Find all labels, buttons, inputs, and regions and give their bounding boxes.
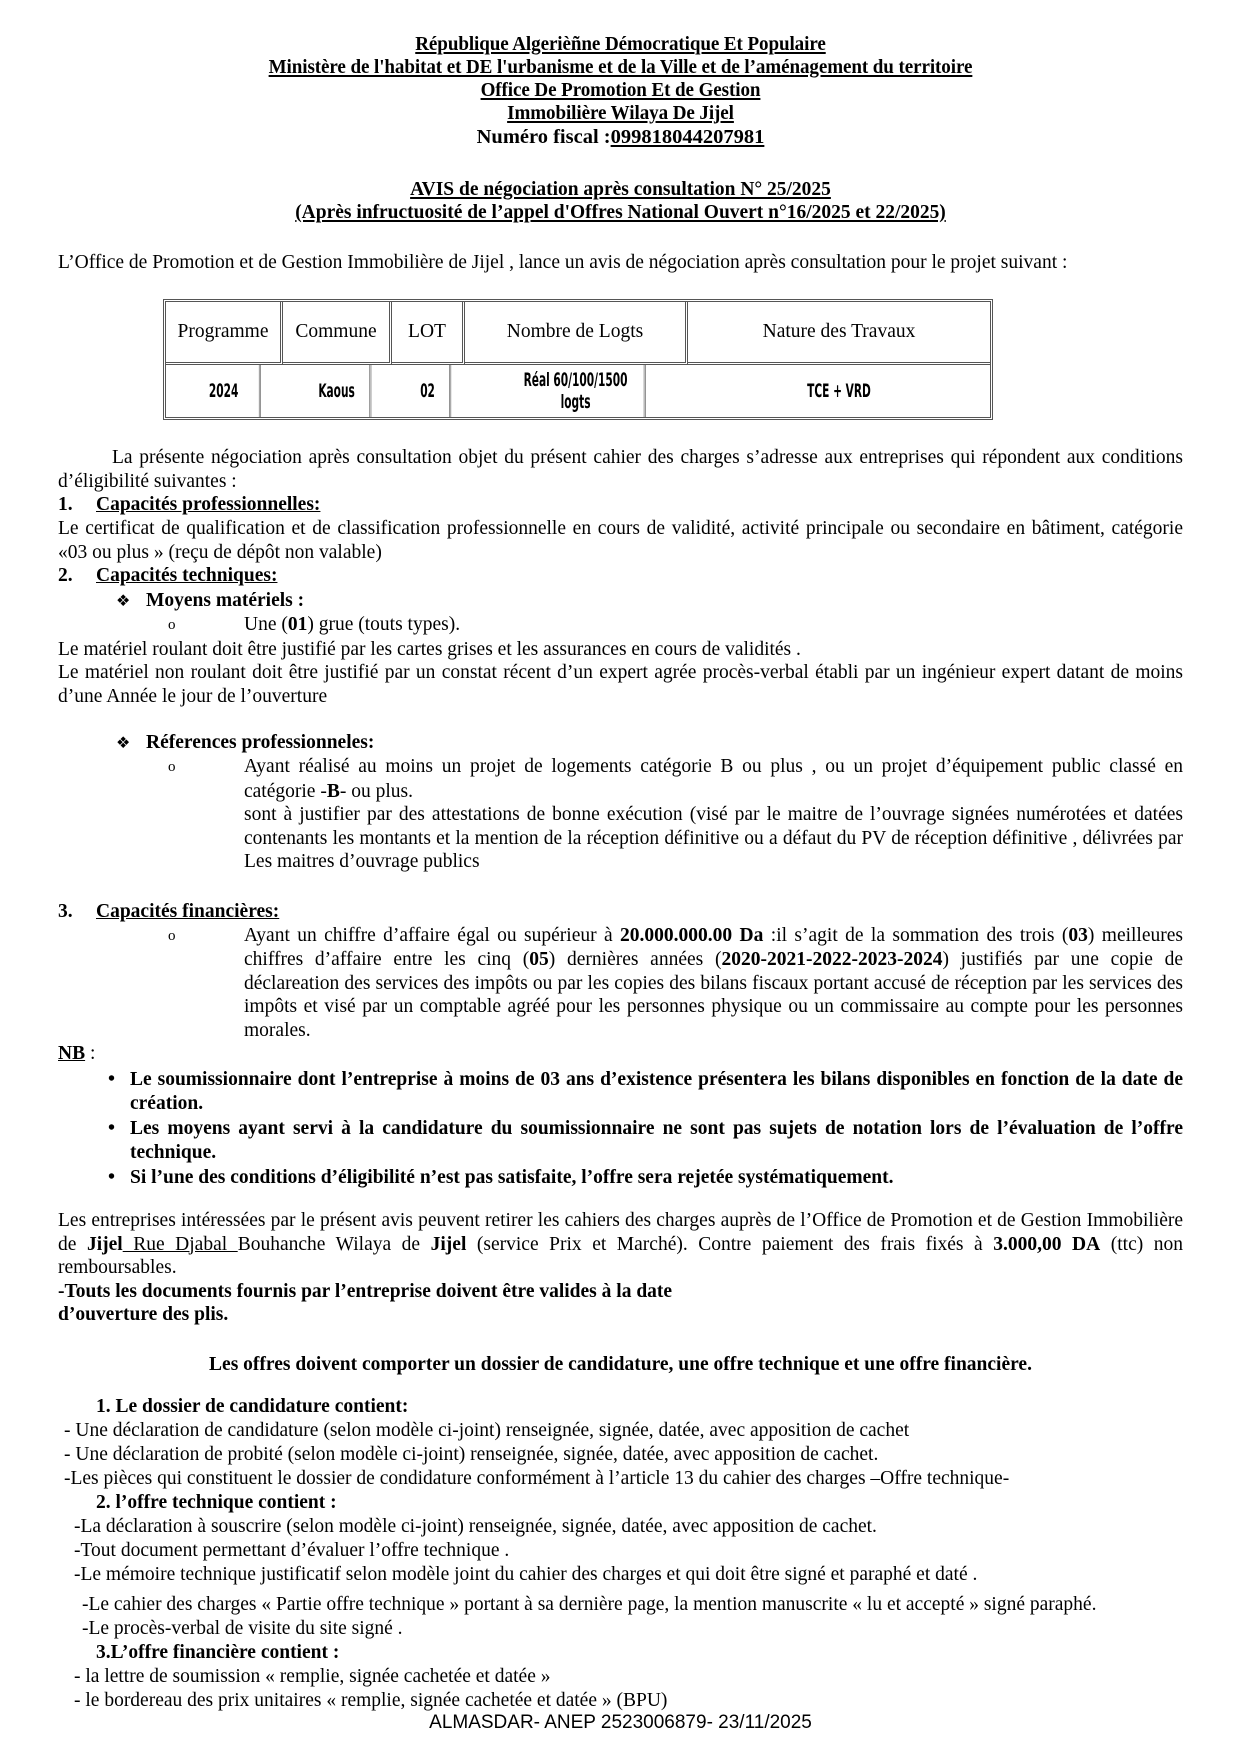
fiscal-number-line: Numéro fiscal :099818044207981 [476, 126, 765, 148]
col-header-nature-travaux: Nature des Travaux [688, 302, 990, 365]
preamble-paragraph: La présente négociation après consultation objet du présent cahier des charges s’adresse aux entreprises qui répondent aux conditions d’éligibilité suivantes : [58, 447, 1183, 492]
document-footer: ALMASDAR- ANEP 2523006879- 23/11/2025 [429, 1712, 812, 1733]
offres-s3-item: - le bordereau des prix unitaires « remplie, signée cachetée et datée » (BPU) [74, 1689, 668, 1711]
section-1-heading: 1. Capacités professionnelles: [58, 494, 321, 515]
section-3-heading: 3. Capacités financières: [58, 900, 280, 922]
section-2-sub2-tail: sont à justifier par des attestations de bonne exécution (visé par le maitre de l’ouvrage signées numérotées et datées contenants les montants et la mention de la réception définitive ou a défaut du PV de réception définitive , délivrées par Les maitres d’ouvrage publics [244, 804, 1183, 872]
retrait-validity-line1: -Touts les documents fournis par l’entreprise doivent être valides à la date [58, 1280, 673, 1302]
section-3-item: o Ayant un chiffre d’affaire égal ou supérieur à 20.000.000.00 Da :il s’agit de la sommation des trois (03) meilleures chiffres d’affaire entre les cinq (05) dernières années (2020-2021-2022-2023-2024) justifiés par une copie de déclareation des services des impôts ou par les copies des bilans fiscaux portant accusé de réception par les services des impôts et visé par un comptable agréé pour les personnes physique ou un commissaire au compte pour les personnes morales. [168, 924, 1184, 1041]
section-2-paragraph-2: Le matériel non roulant doit être justifié par un constat récent d’un expert agrée procès-verbal établi par un ingénieur expert datant de moins d’une Année le jour de l’ouverture [58, 662, 1183, 707]
offres-s2-item: -Tout document permettant d’évaluer l’offre technique . [74, 1539, 510, 1561]
diamond-bullet-icon: ❖ [116, 591, 131, 610]
nb-list-item: • Le soumissionnaire dont l’entreprise à moins de 03 ans d’existence présentera les bilans disponibles en fonction de la date de création. [130, 1068, 1183, 1116]
document-body [58, 420, 1183, 1713]
cell-nature-travaux: TCE + VRD [807, 380, 871, 402]
cell-commune: Kaous [304, 365, 372, 417]
offres-s3-item: - la lettre de soumission « remplie, signée cachetée et datée » [74, 1665, 551, 1687]
offres-s1-item: - Une déclaration de candidature (selon modèle ci-joint) renseignée, signée, datée, avec apposition de cachet [64, 1419, 910, 1441]
offres-s1-item: -Les pièces qui constituent le dossier de condidature conformément à l’article 13 du cahier des charges –Offre technique- [64, 1467, 1010, 1489]
header-line-ministry: Ministère de l'habitat et DE l'urbanisme et de la Ville et de l’aménagement du territoire [268, 56, 973, 78]
section-2-heading: 2. Capacités techniques: [58, 565, 278, 586]
section-2-sub2-item: o Ayant réalisé au moins un projet de logements catégorie B ou plus , ou un projet d’équipement public classé en catégorie -B- ou plus. [168, 756, 1183, 802]
table-row [166, 365, 990, 417]
notice-title-block [58, 178, 1183, 224]
document-header [58, 34, 1183, 148]
cell-lot: 02 [406, 365, 451, 417]
project-table [163, 299, 993, 420]
header-line-office: Office De Promotion Et de Gestion [480, 79, 761, 101]
offres-section-1-title: 1. Le dossier de candidature contient: [96, 1395, 409, 1417]
diamond-bullet-icon: ❖ [116, 733, 131, 752]
col-header-lot: LOT [392, 302, 465, 365]
section-2-sub2-heading: ❖ Réferences professionneles: [116, 732, 375, 753]
notice-title-line2: (Après infructuosité de l’appel d'Offres National Ouvert n°16/2025 et 22/2025) [295, 201, 946, 223]
offres-section-3-title: 3.L’offre financière contient : [96, 1641, 340, 1663]
offres-title: Les offres doivent comporter un dossier de candidature, une offre technique et une offre financière. [209, 1353, 1032, 1375]
circle-bullet-icon: o [168, 617, 176, 633]
offres-s1-item: - Une déclaration de probité (selon modèle ci-joint) renseignée, signée, datée, avec apposition de cachet. [64, 1443, 879, 1465]
table-header-row [166, 302, 990, 365]
nb-label: NB : [58, 1043, 96, 1064]
col-header-programme: Programme [166, 302, 283, 365]
notice-title-line1: AVIS de négociation après consultation N° 25/2025 [410, 178, 831, 200]
cell-nombre-logts: Réal 60/100/1500 logts [507, 365, 645, 417]
nb-list-item: • Les moyens ayant servi à la candidature du soumissionnaire ne sont pas sujets de notation lors de l’évaluation de l’offre technique. [130, 1117, 1183, 1165]
offres-s2-item-b: -Le procès-verbal de visite du site signé . [82, 1617, 403, 1639]
offres-s2-item: -La déclaration à souscrire (selon modèle ci-joint) renseignée, signée, datée, avec apposition de cachet. [74, 1515, 877, 1537]
cell-programme: 2024 [188, 365, 261, 417]
offres-section-2-title: 2. l’offre technique contient : [96, 1491, 337, 1513]
intro-paragraph: L’Office de Promotion et de Gestion Immobilière de Jijel , lance un avis de négociation après consultation pour le projet suivant : [58, 252, 1068, 273]
section-2-sub1-item: o Une (01) grue (touts types). [206, 613, 1183, 638]
nb-list-item: • Si l’une des conditions d’éligibilité n’est pas satisfaite, l’offre sera rejetée systématiquement. [130, 1166, 1183, 1190]
section-1-body: Le certificat de qualification et de classification professionnelle en cours de validité, activité principale ou secondaire en bâtiment, catégorie «03 ou plus » (reçu de dépôt non valable) [58, 518, 1183, 563]
offres-s2-item-b: -Le cahier des charges « Partie offre technique » portant à sa dernière page, la mention manuscrite « lu et accepté » signé paraphé. [82, 1593, 1097, 1615]
header-line-wilaya: Immobilière Wilaya De Jijel [507, 102, 734, 124]
circle-bullet-icon: o [168, 759, 176, 775]
retrait-paragraph: Les entreprises intéressées par le présent avis peuvent retirer les cahiers des charges auprès de l’Office de Promotion et de Gestion Immobilière de Jijel Rue Djabal Bouhanche Wilaya de Jijel (service Prix et Marché). Contre paiement des frais fixés à 3.000,00 DA (ttc) non remboursables. [58, 1210, 1184, 1278]
circle-bullet-icon: o [168, 927, 176, 944]
nb-list [58, 1068, 1183, 1190]
col-header-nombre-logts: Nombre de Logts [465, 302, 688, 365]
offres-s2-item: -Le mémoire technique justificatif selon modèle joint du cahier des charges et qui doit être signé et paraphé et daté . [74, 1563, 978, 1585]
section-2-sub1-heading: ❖ Moyens matériels : [116, 590, 305, 611]
section-2-paragraph-1: Le matériel roulant doit être justifié par les cartes grises et les assurances en cours de validités . [58, 638, 801, 660]
col-header-commune: Commune [283, 302, 392, 365]
retrait-validity-line2: d’ouverture des plis. [58, 1304, 229, 1325]
project-table-wrapper [163, 299, 945, 420]
header-line-republic: République Algerièñne Démocratique Et Populaire [415, 33, 826, 55]
